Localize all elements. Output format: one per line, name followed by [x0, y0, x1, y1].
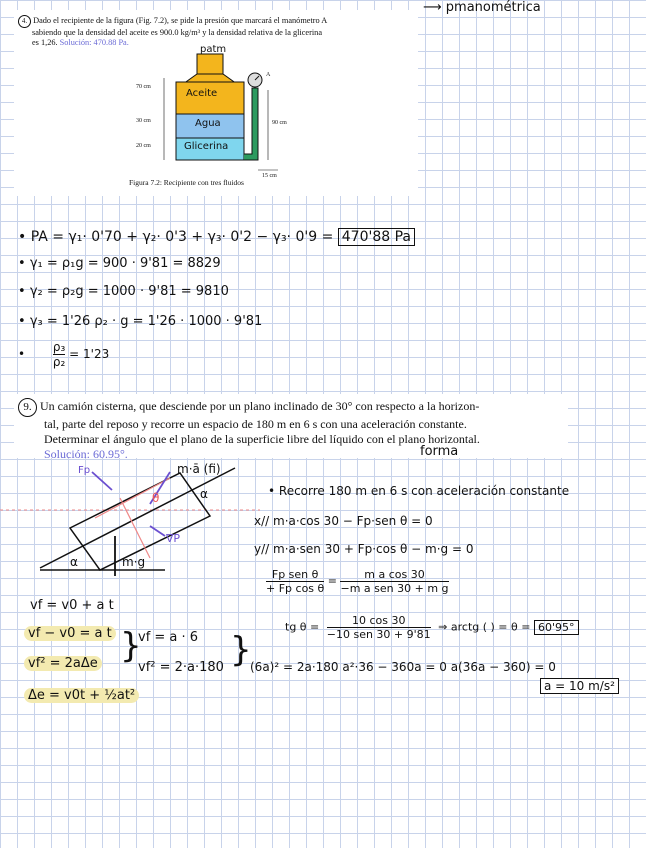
theta-result: 60'95°: [534, 620, 579, 635]
work4-line-3: • γ₂ = ρ₂g = 1000 · 9'81 = 9810: [18, 284, 229, 299]
alpha-1-text: α: [200, 487, 208, 501]
eq-a-line: (6a)² = 2a·180 a²·36 − 360a = 0 a(36a − 360) = 0: [250, 660, 556, 674]
problem-4-line-2: sabiendo que la densidad del aceite es 900.0 kg/m³ y la densidad relativa de la glicerina: [32, 28, 323, 37]
tank-neck: [197, 54, 223, 74]
ratio-denominator: ρ₂: [52, 355, 66, 369]
kin-line-1: vf = v0 + a t: [30, 598, 114, 613]
forma-annotation: forma: [420, 444, 459, 459]
figure-7-2: [14, 10, 418, 196]
dim-90-label: 90 cm: [272, 120, 287, 126]
dim-15-label: 15 cm: [262, 173, 277, 179]
kin-brace-2: }: [230, 630, 252, 670]
a-result: a = 10 m/s²: [540, 678, 619, 694]
problem-9-line-1: Un camión cisterna, que desciende por un plano inclinado de 30° con respecto a la horizon-: [40, 399, 480, 413]
incline-diagram: [0, 458, 270, 598]
problem-9-line-3: Determinar el ángulo que el plano de la superficie libre del líquido con el plano horizontal.: [44, 432, 480, 446]
problem-4-card: [14, 10, 418, 196]
top-note: ⟶ pmanométrica: [423, 0, 541, 15]
kin-line-4: Δe = v0t + ½at²: [24, 688, 139, 703]
work9-fraction-eq: Fp sen θ + Fp cos θ = m a cos 30 −m a sen 30 + m g: [266, 568, 449, 595]
problem-9-number: 9.: [18, 398, 37, 417]
arctg-text: ⇒ arctg ( ) = θ =: [438, 620, 531, 634]
gauge-label: A: [266, 72, 271, 78]
ratio-value: = 1'23: [69, 347, 110, 361]
work4-line-5: • $\frac{\text{ρ₃}}{\text{ρ₂}}$ = 1'23: [18, 340, 110, 369]
work4-line-1: • PA = γ₁· 0'70 + γ₂· 0'3 + γ₃· 0'2 − γ₃· 0'9 = 470'88 Pa: [18, 229, 415, 245]
kin-brace: }: [120, 626, 142, 666]
ratio-numerator: ρ₃: [52, 340, 66, 354]
work9-right-2: x// m·a·cos 30 − Fp·sen θ = 0: [254, 514, 433, 528]
arrow-right-icon: ⟶: [423, 0, 442, 15]
nabla-text: ∇P: [166, 532, 180, 545]
work9-right-1: • Recorre 180 m en 6 s con aceleración constante: [268, 484, 570, 498]
work9-tg-eq: [285, 614, 579, 641]
kin-line-3: vf² = 2aΔe: [24, 656, 102, 671]
tg-numerator: 10 cos 30: [327, 614, 431, 628]
patm-label: patm: [200, 44, 227, 55]
problem-4-line-3: es 1,26.: [32, 38, 58, 47]
work4-line-2: • γ₁ = ρ₁g = 900 · 9'81 = 8829: [18, 256, 221, 271]
problem-9-card: [14, 394, 568, 461]
theta-text: θ: [152, 491, 160, 505]
work9-right-3: y// m·a·sen 30 + Fp·cos θ − m·g = 0: [254, 542, 474, 556]
dim-30-label: 30 cm: [136, 118, 151, 124]
manometer-tube: [244, 88, 258, 160]
layer-aceite-label: Aceite: [186, 88, 218, 99]
weight-text: m·g: [122, 555, 146, 569]
force-fp-arrow: [92, 472, 112, 490]
layer-agua-label: Agua: [195, 118, 221, 129]
problem-4-solution: Solución: 470.88 Pa.: [59, 38, 129, 47]
layer-glicerina-label: Glicerina: [184, 141, 229, 152]
tg-denominator: −10 sen 30 + 9'81: [326, 628, 431, 641]
frac-left-den: + Fp cos θ: [266, 582, 325, 595]
ma-text: m·ā (fi): [177, 462, 221, 476]
force-nabla-arrow: [150, 526, 165, 536]
kin-mid-2: vf² = 2·a·180: [138, 660, 224, 675]
problem-4-line-1: Dado el recipiente de la figura (Fig. 7.2), se pide la presión que marcará el manómetro A: [33, 16, 328, 25]
dim-70-label: 70 cm: [136, 84, 151, 90]
result-470-88: 470'88 Pa: [338, 228, 415, 246]
alpha-2-text: α: [70, 555, 78, 569]
figure-caption: Figura 7.2: Recipiente con tres fluidos: [129, 178, 244, 187]
tg-label: tg θ =: [285, 620, 320, 634]
problem-9-statement: [18, 398, 566, 462]
frac-left-num: Fp sen θ: [266, 568, 324, 582]
problem-9-solution: Solución: 60.95°.: [44, 447, 128, 461]
work4-line-4: • γ₃ = 1'26 ρ₂ · g = 1'26 · 1000 · 9'81: [18, 314, 263, 329]
kin-line-2: vf − v0 = a t: [24, 626, 116, 641]
dim-20-label: 20 cm: [136, 143, 151, 149]
frac-right-den: −m a sen 30 + m g: [340, 582, 449, 595]
normal-line: [120, 498, 150, 558]
problem-9-line-2: tal, parte del reposo y recorre un espacio de 180 m en 6 s con una aceleración constante.: [44, 417, 467, 431]
frac-right-num: m a cos 30: [340, 568, 448, 582]
fp-text: Fp: [78, 465, 91, 476]
problem-4-number: 4.: [18, 15, 31, 28]
kin-mid-1: vf = a · 6: [138, 630, 199, 645]
